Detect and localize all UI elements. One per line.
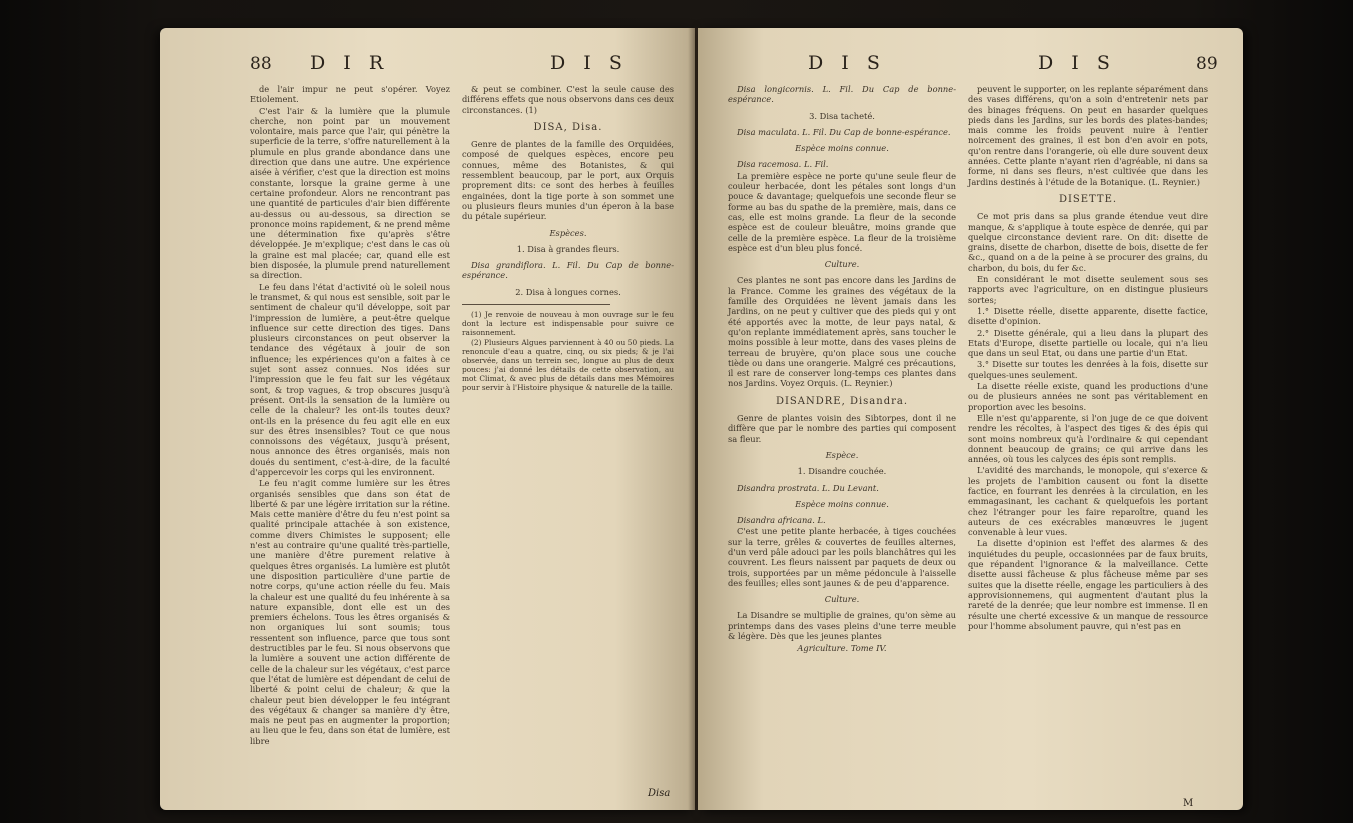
catchword: Disa (648, 788, 671, 799)
disandre-heading: DISANDRE, Disandra. (775, 395, 909, 407)
paragraph: C'est l'air & la lumière que la plumule cherche, non point par un mouvement volontaire, mais parce que l'air, qui pénètre la superficie de la terre, s'offre naturellement à la plumule en plus grande abondance dans une direction que dans une autre. Une expérience aisée à vérifier, c'est que la direction est moins constante, lorsque la graine germe à une certaine profondeur. Alors ne rencontrant pas une quantité de particules d'air bien différente au-dessus ou au-dessous, sa direction se prononce moins rapidement, & ne prend même une détermination fixe qu'après s'être développée. Je m'explique; c'est dans le cas où la graine est mal placée; car, quand elle est bien disposée, la plumule prend naturellement sa direction. (250, 105, 450, 281)
species-item: Disandra prostrata. L. Du Levant. (737, 482, 879, 493)
paragraph: de l'air impur ne peut s'opérer. Voyez Etiolement. (250, 84, 450, 105)
signature-mark: M (1183, 798, 1194, 809)
left-page-number: 88 (250, 54, 272, 74)
paragraph: La Disandre se multiplie de graines, qu'on sème au printemps dans des vases pleins d'une terre meuble & légère. Dès que les jeunes plantes (728, 610, 956, 642)
right-column-b (968, 84, 1208, 632)
paragraph: Disa racemosa. L. Fil. (737, 159, 829, 170)
paragraph: C'est une petite plante herbacée, à tiges couchées sur la terre, grêles & couvertes de feuilles alternes, d'un verd pâle adouci par les poils blanchâtres qui les couvrent. Les fleurs naissent par paquets de deux ou trois, supportées par un même pédoncule à l'aisselle des feuilles; elles sont jaunes & de peu d'apparence. (728, 526, 956, 588)
left-column-b (462, 84, 674, 393)
paragraph: Disa maculata. L. Fil. Du Cap de bonne-espérance. (737, 126, 951, 137)
left-column-a (250, 84, 450, 747)
paragraph: Ce mot pris dans sa plus grande étendue veut dire manque, & s'applique à toute espèce de denrée, qui par quelque circonstance devient rare. On dit: disette de grains, disette de charbon, disette de bois, disette de fer &c., quand on a de la peine à se procurer des grains, du charbon, du bois, du fer &c. (968, 211, 1208, 273)
footnote: (2) Plusieurs Algues parviennent à 40 ou 50 pieds. La renoncule d'eau a quatre, cinq, ou six pieds; & je l'ai observée, dans un terrein sec, longue au plus de deux pouces: j'ai donné les détails de cette observation, au mot Climat, & avec plus de détails dans mes Mémoires pour servir à l'Histoire physique & naturelle de la taille. (462, 338, 674, 393)
right-running-head-b: D I S (1038, 52, 1116, 74)
left-running-head-a: D I R (310, 52, 390, 74)
paragraph: Ces plantes ne sont pas encore dans les Jardins de la France. Comme les graines des végétaux de la famille des Orquidées ne lèvent jamais dans les Jardins, on ne peut y cultiver que des pieds qui y ont été apportés avec la motte, de leur pays natal, & qu'on replante immédiatement après, sans toucher le moins possible à leur motte, dans des vases pleins de terreau de bruyère, qu'on place sous une couche tiède ou dans une orangerie. Malgré ces précautions, il est rare de conserver long-temps ces plantes dans nos Jardins. Voyez Orquis. (L. Reynier.) (728, 275, 956, 389)
paragraph: L'avidité des marchands, le monopole, qui s'exerce & les projets de l'ambition causent ou font la disette factice, en fourrant les denrées à la circulation, en les emmagasinant, les cachant & quelquefois les portant chez l'étranger pour les faire reparoître, quand les auteurs de ces exécrables manœuvres le jugent convenable à leur vues. (968, 465, 1208, 538)
species-item: 3. Disa tacheté. (809, 110, 875, 121)
footnote: (1) Je renvoie de nouveau à mon ouvrage sur le feu dont la lecture est indispensable pour suivre ce raisonnement. (462, 310, 674, 338)
species-item: 2. Disa à longues cornes. (515, 286, 621, 297)
paragraph: Le feu dans l'état d'activité où le soleil nous le transmet, & qui nous est sensible, soit par le sentiment de chaleur qu'il développe, soit par l'impression de lumière, a peut-être quelque influence sur cette direction des tiges. Dans plusieurs circonstances on peut observer la tendance des végétaux à jouir de son influence; les expériences qu'on a faites à ce sujet sont assez connues. Nos idées sur l'impression que le feu fait sur les végétaux sont, & trop vagues, & trop obscures jusqu'à présent. Ont-ils la sensation de la lumière ou celle de la chaleur? les ont-ils toutes deux? ont-ils en la présence du feu agit elle en eux sur des êtres insensibles? Tout ce que nous connoissons des végétaux, jusqu'à présent, nous annonce des êtres organisés, mais non doués du sentiment, c'est-à-dire, de la faculté d'appercevoir les corps qui les environnent. (250, 281, 450, 477)
espece-moins-connue-heading: Espèce moins connue. (795, 143, 889, 154)
culture-heading: Culture. (824, 594, 860, 605)
culture-heading: Culture. (824, 259, 860, 270)
species-item: 1. Disa à grandes fleurs. (516, 243, 620, 254)
paragraph: La première espèce ne porte qu'une seule fleur de couleur herbacée, dont les pétales sont longs d'un pouce & davantage; quelquefois une seconde fleur se forme au bas du spathe de la première, mais, dans ce cas, elle est moins grande. La fleur de la seconde espèce est de couleur bleuâtre, moins grande que celle de la première espèce. La fleur de la troisième espèce est d'un bleu plus foncé. (728, 170, 956, 253)
espece-moins-connue-heading: Espèce moins connue. (795, 498, 889, 509)
right-running-head-a: D I S (808, 52, 886, 74)
paragraph: Genre de plantes voisin des Sibtorpes, dont il ne diffère que par le nombre des parties qui composent sa fleur. (728, 413, 956, 444)
espece-heading: Espèce. (825, 449, 859, 460)
species-item: Disa grandiflora. L. Fil. Du Cap de bonne-espérance. (462, 260, 674, 281)
disa-description: Genre de plantes de la famille des Orquidées, composé de quelques espèces, encore peu connues, même des Botanistes, & qui ressemblent beaucoup, par le port, aux Orquis proprement dits: ce sont des herbes à feuilles engainées, dont la tige porte à son sommet une ou plusieurs fleurs munies d'un éperon à la base du pétale supérieur. (462, 139, 674, 222)
left-running-head-b: D I S (550, 52, 628, 74)
paragraph: peuvent le supporter, on les replante séparément dans des vases différens, qu'on a soin d'entretenir nets par des binages fréquens. On peut en hasarder quelques pieds dans les Jardins, sur les bords des plates-bandes; mais comme les froids peuvent nuire à l'entier noircement des graines, il est bon d'en avoir en pots, qu'on rentre dans l'orangerie, où elle dure souvent deux années. Cette plante n'ayant rien d'agréable, ni dans sa forme, ni dans ses fleurs, n'est cultivée que dans les Jardins destinés à l'étude de la Botanique. (L. Reynier.) (968, 84, 1208, 187)
paragraph: La disette d'opinion est l'effet des alarmes & des inquiétudes du peuple, occasionnées par de faux bruits, que répandent l'ignorance & la malveillance. Cette disette aussi fâcheuse & plus fâcheuse même par ses suites que la disette réelle, engage les particuliers à des approvisionnemens, qui augmentent d'autant plus la rareté de la denrée; que leur nombre est immense. Il en résulte une cherté excessive & un manque de ressource pour l'homme absolument pauvre, qui n'est pas en (968, 538, 1208, 631)
right-column-a (728, 84, 956, 660)
paragraph: Disa longicornis. L. Fil. Du Cap de bonne-espérance. (728, 84, 956, 105)
paragraph: Elle n'est qu'apparente, si l'on juge de ce que doivent rendre les récoltes, à l'aspect des tiges & des épis qui sont moins nombreux qu'à l'ordinaire & qui cependant donnent beaucoup de grains; ce qui arrive dans les années, où tous les calyces des épis sont remplis. (968, 412, 1208, 465)
right-page-number: 89 (1196, 54, 1218, 74)
paragraph: Disandra africana. L. (737, 515, 826, 526)
paragraph: La disette réelle existe, quand les productions d'une ou de plusieurs années ne sont pas véritablement en proportion avec les besoins. (968, 381, 1208, 412)
paragraph: & peut se combiner. C'est la seule cause des différens effets que nous observons dans ces deux circonstances. (1) (462, 84, 674, 115)
footnote-rule (462, 304, 610, 305)
disette-heading: DISETTE. (1058, 193, 1118, 205)
especes-heading: Espèces. (549, 227, 587, 238)
species-item: 1. Disandre couchée. (797, 466, 887, 477)
paragraph: 2.° Disette générale, qui a lieu dans la plupart des Etats d'Europe, disette partielle ou locale, qui n'a lieu que dans un seul Etat, ou dans une partie d'un Etat. (968, 327, 1208, 359)
disa-heading: DISA, Disa. (533, 121, 603, 133)
paragraph: Le feu n'agit comme lumière sur les êtres organisés sensibles que dans son état de liberté & par une légère irritation sur la rétine. Mais cette manière d'être du feu n'est point sa qualité principale attachée à son existence, comme divers Chimistes le supposent; elle n'est au contraire qu'une qualité très-partielle, une manière d'être purement relative à quelques êtres organisés. La lumière est plutôt une disposition particulière d'une partie de notre corps, qu'une action réelle du feu. Mais la chaleur est une qualité du feu inhérente à sa nature expansible, dont elle est un des premiers échelons. Tous les êtres organisés & non organiques lui sont soumis; tous ressentent son influence, parce que tous sont destructibles par le feu. Si nous observons que la lumière a souvent une action différente de celle de la chaleur sur les végétaux, c'est parce que l'état de lumière est dépendant de celui de liberté & point celui de chaleur; & que la chaleur peut bien développer le feu intégrant des végétaux & changer sa manière d'y être, mais ne peut pas en augmenter la proportion; au lieu que le feu, dans son état de lumière, est libre (250, 478, 450, 746)
paragraph: En considérant le mot disette seulement sous ses rapports avec l'agriculture, on en distingue plusieurs sortes; (968, 274, 1208, 305)
right-page (698, 28, 1243, 810)
paragraph: 1.° Disette réelle, disette apparente, disette factice, disette d'opinion. (968, 305, 1208, 327)
footer-title: Agriculture. Tome IV. (797, 643, 887, 654)
left-page (160, 28, 695, 810)
paragraph: 3.° Disette sur toutes les denrées à la fois, disette sur quelques-unes seulement. (968, 359, 1208, 380)
